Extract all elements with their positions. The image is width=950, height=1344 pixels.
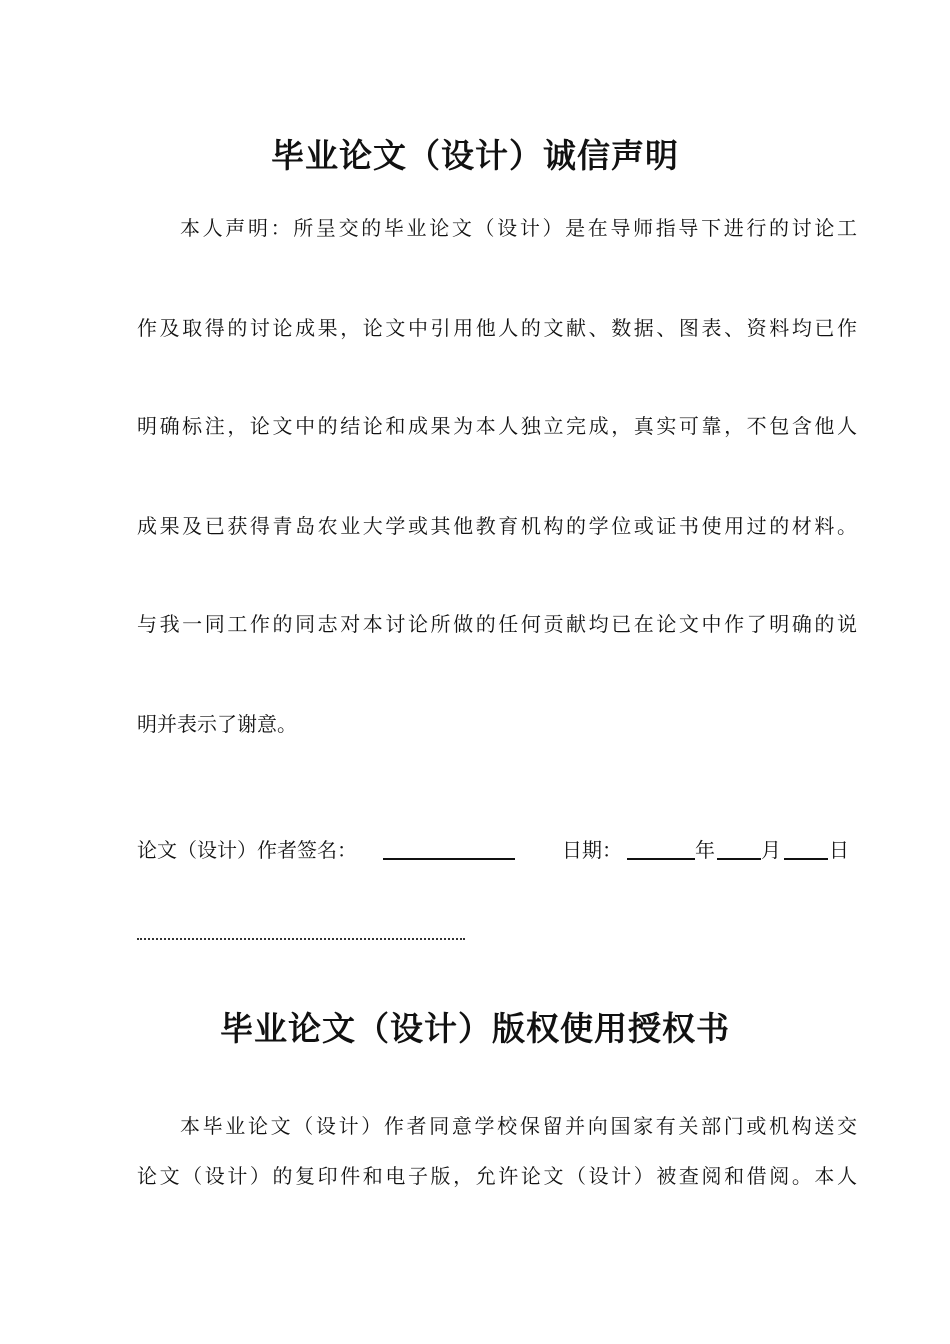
integrity-declaration-title: 毕业论文（设计）诚信声明 <box>271 136 679 175</box>
declaration-line: 明确标注，论文中的结论和成果为本人独立完成，真实可靠，不包含他人 <box>137 414 857 438</box>
declaration-line: 成果及已获得青岛农业大学或其他教育机构的学位或证书使用过的材料。 <box>137 514 857 538</box>
declaration-line: 作及取得的讨论成果，论文中引用他人的文献、数据、图表、资料均已作 <box>137 316 857 340</box>
signature-label: 论文（设计）作者签名： <box>137 838 357 862</box>
date-label: 日期： <box>562 838 622 862</box>
declaration-line: 明并表示了谢意。 <box>137 712 297 736</box>
day-label: 日 <box>829 838 849 862</box>
declaration-line: 本人声明：所呈交的毕业论文（设计）是在导师指导下进行的讨论工 <box>180 216 857 240</box>
authorization-line: 本毕业论文（设计）作者同意学校保留并向国家有关部门或机构送交 <box>180 1114 857 1138</box>
signature-blank[interactable] <box>383 858 515 860</box>
declaration-line: 与我一同工作的同志对本讨论所做的任何贡献均已在论文中作了明确的说 <box>137 612 857 636</box>
year-label: 年 <box>695 838 715 862</box>
month-label: 月 <box>761 838 781 862</box>
copyright-authorization-title: 毕业论文（设计）版权使用授权书 <box>220 1009 730 1048</box>
authorization-line: 论文（设计）的复印件和电子版，允许论文（设计）被查阅和借阅。本人 <box>137 1164 857 1188</box>
month-blank[interactable] <box>717 858 761 860</box>
year-blank[interactable] <box>627 858 695 860</box>
signature-row <box>137 834 857 864</box>
dotted-separator <box>137 938 465 940</box>
day-blank[interactable] <box>784 858 828 860</box>
